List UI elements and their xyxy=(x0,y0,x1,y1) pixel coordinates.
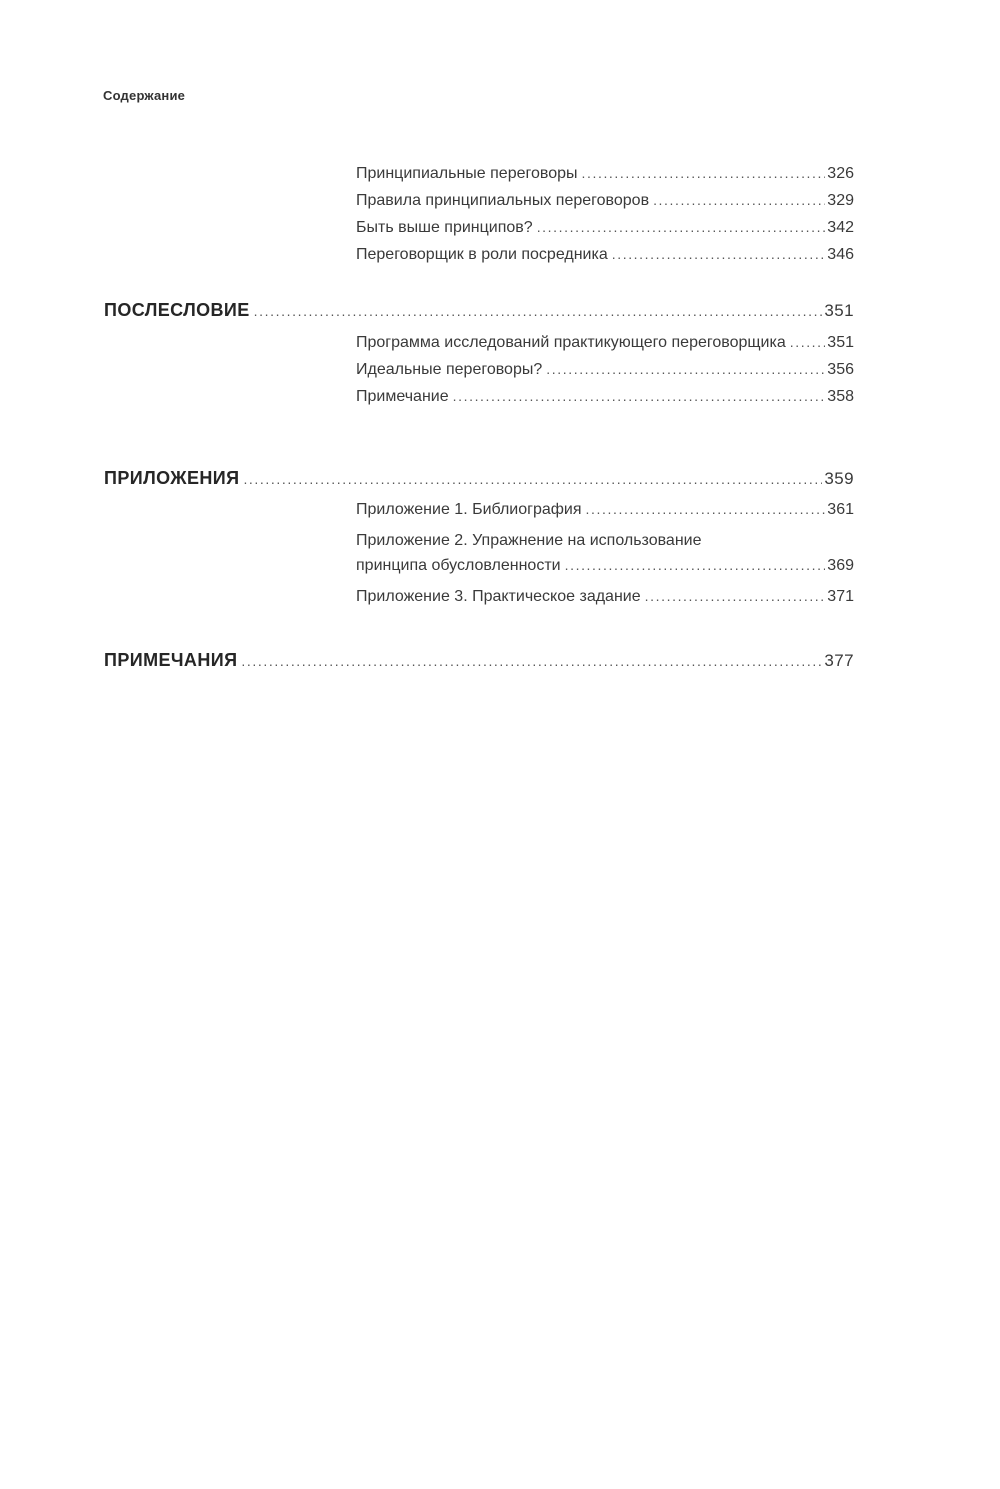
toc-entry-page: 326 xyxy=(827,165,854,182)
dot-leader xyxy=(586,501,826,517)
toc-section-page: 359 xyxy=(824,469,854,488)
toc-entry[interactable] xyxy=(356,192,854,210)
toc-entry[interactable] xyxy=(356,219,854,237)
toc-entry[interactable] xyxy=(356,557,854,575)
toc-section-page: 351 xyxy=(824,301,854,320)
toc-section-title: ПРИМЕЧАНИЯ xyxy=(104,650,238,670)
dot-leader xyxy=(790,334,826,350)
toc-entry-title: Программа исследований практикующего переговорщика xyxy=(356,334,786,351)
toc-entry-title: принципа обусловленности xyxy=(356,557,561,574)
toc-entry-title: Приложение 3. Практическое задание xyxy=(356,588,641,605)
toc-section-notes[interactable] xyxy=(104,650,854,671)
toc-entry[interactable] xyxy=(356,588,854,606)
toc-section-page: 377 xyxy=(824,651,854,670)
toc-entry-page: 358 xyxy=(827,388,854,405)
toc-entry-page: 369 xyxy=(827,557,854,574)
toc-entry-page: 329 xyxy=(827,192,854,209)
toc-entry-title: Идеальные переговоры? xyxy=(356,361,543,378)
toc-entry-title: Быть выше принципов? xyxy=(356,219,533,236)
dot-leader xyxy=(241,653,822,669)
dot-leader xyxy=(537,219,826,235)
toc-section-appendices[interactable] xyxy=(104,468,854,489)
toc-entry-page: 342 xyxy=(827,219,854,236)
dot-leader xyxy=(546,361,825,377)
toc-entry[interactable] xyxy=(356,334,854,352)
toc-entry[interactable] xyxy=(356,361,854,379)
toc-entry[interactable] xyxy=(356,501,854,519)
running-head: Содержание xyxy=(103,88,186,103)
toc-entry-page: 371 xyxy=(827,588,854,605)
toc-section-afterword[interactable] xyxy=(104,300,854,321)
toc-entry[interactable] xyxy=(356,246,854,264)
toc-entry-page: 356 xyxy=(827,361,854,378)
dot-leader xyxy=(565,557,826,573)
toc-entry-page: 346 xyxy=(827,246,854,263)
toc-entry[interactable] xyxy=(356,388,854,406)
toc-entry-title: Переговорщик в роли посредника xyxy=(356,246,608,263)
toc-entry-title: Принципиальные переговоры xyxy=(356,165,578,182)
toc-entry-title: Приложение 1. Библиография xyxy=(356,501,582,518)
toc-section-title: ПРИЛОЖЕНИЯ xyxy=(104,468,240,488)
toc-entry-page: 361 xyxy=(827,501,854,518)
toc-entry-title-line1[interactable]: Приложение 2. Упражнение на использование xyxy=(356,532,702,549)
dot-leader xyxy=(581,165,825,181)
toc-entry-title: Примечание xyxy=(356,388,449,405)
dot-leader xyxy=(453,388,826,404)
dot-leader xyxy=(243,471,822,487)
toc-section-title: ПОСЛЕСЛОВИЕ xyxy=(104,300,250,320)
toc-entry[interactable] xyxy=(356,165,854,183)
dot-leader xyxy=(653,192,825,208)
dot-leader xyxy=(645,588,826,604)
dot-leader xyxy=(254,303,823,319)
toc-entry-page: 351 xyxy=(827,334,854,351)
toc-entry-title: Правила принципиальных переговоров xyxy=(356,192,650,209)
dot-leader xyxy=(612,246,826,262)
